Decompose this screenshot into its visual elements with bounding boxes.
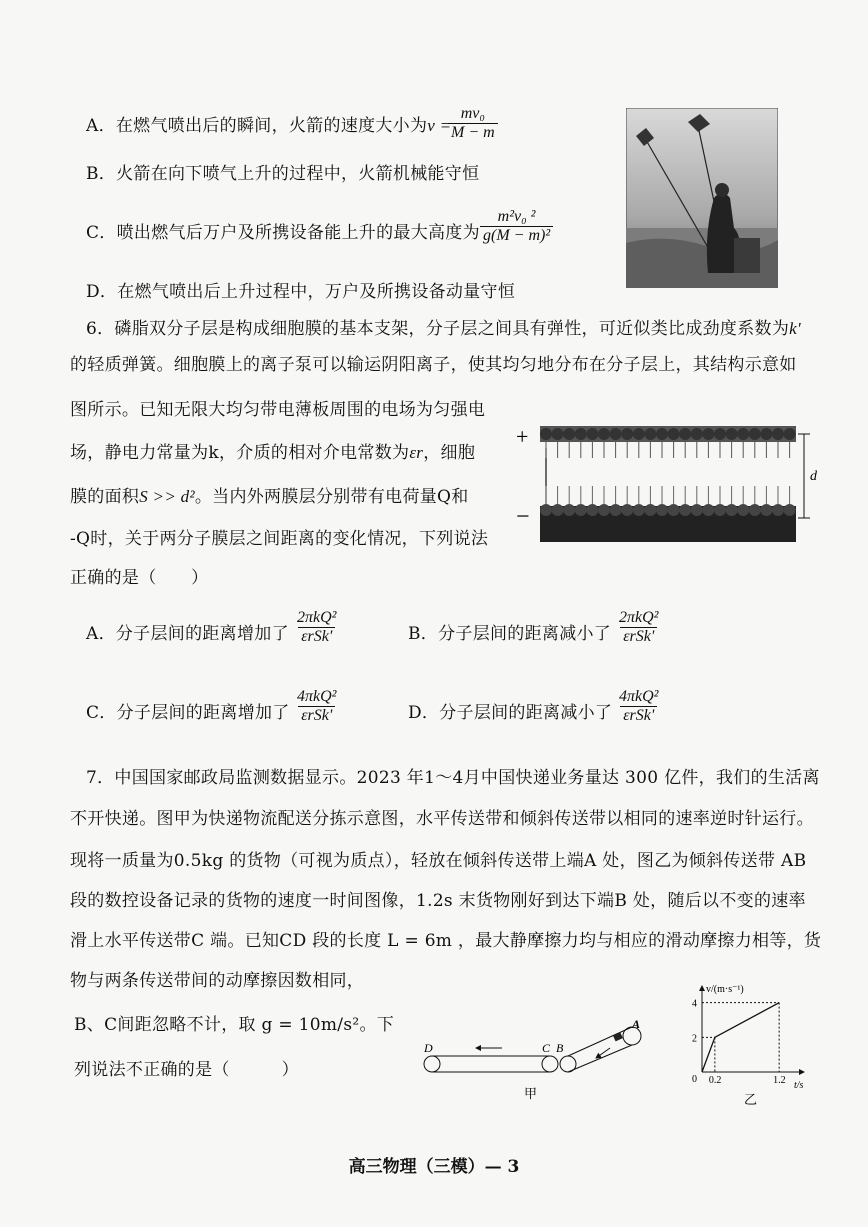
lipid-head <box>668 428 680 440</box>
fraction-denominator: M − m <box>448 123 498 142</box>
q6-option-a[interactable]: A．分子层间的距离增加了 <box>86 624 289 644</box>
q6-line4-var: εr <box>409 443 424 462</box>
page-footer: 高三物理（三模）— 3 <box>348 1157 520 1177</box>
q6-line1 <box>86 316 801 342</box>
q6-line5-end: 。当内外两膜层分别带有电荷量Q和 <box>194 487 469 507</box>
q6-option-b[interactable]: B．分子层间的距离减小了 <box>408 624 612 644</box>
q7-line8: 列说法不正确的是（ ） <box>74 1060 299 1080</box>
q6-line4-end: ，细胞 <box>423 443 476 463</box>
lipid-head <box>644 504 656 516</box>
q6-option-c[interactable]: C．分子层间的距离增加了 <box>86 703 290 723</box>
lipid-head <box>679 428 691 440</box>
lipid-head <box>644 428 656 440</box>
q5-option-d[interactable]: D．在燃气喷出后上升过程中，万户及所携设备动量守恒 <box>86 282 516 302</box>
fig-jia-caption: 甲 <box>524 1086 538 1101</box>
velocity-line <box>702 1003 779 1072</box>
q5-option-a-var: v = <box>427 116 452 135</box>
lipid-head <box>656 504 668 516</box>
lipid-head <box>610 428 622 440</box>
pulley-c <box>542 1056 558 1072</box>
lipid-head <box>714 428 726 440</box>
x-tick-label-1.2: 1.2 <box>773 1075 786 1086</box>
lipid-head <box>586 428 598 440</box>
q7-line5: 滑上水平传送带C 端。已知CD 段的长度 L = 6m ，最大静摩擦力均与相应的滑动摩擦力相等，货 <box>70 931 822 951</box>
q5-option-c[interactable]: C．喷出燃气后万户及所携设备能上升的最大高度为 <box>86 223 480 243</box>
q5-option-a[interactable] <box>86 113 451 139</box>
lipid-head <box>760 504 772 516</box>
lipid-head <box>772 504 784 516</box>
fraction-numerator: m²v₀ ² <box>497 208 536 225</box>
fraction-numerator: 4πkQ² <box>619 688 659 705</box>
q6-line1-var: k' <box>789 319 801 338</box>
q6-option-b-fraction <box>616 609 661 646</box>
lipid-head <box>540 504 552 516</box>
fraction-numerator: mv₀ <box>460 105 485 122</box>
fraction-numerator: 2πkQ² <box>297 609 337 626</box>
lipid-head <box>679 504 691 516</box>
lipid-head <box>691 428 703 440</box>
lipid-head <box>702 504 714 516</box>
q7-line6: 物与两条传送带间的动摩擦因数相同， <box>70 971 365 991</box>
lipid-head <box>621 504 633 516</box>
x-axis-label: t/s <box>794 1080 804 1091</box>
q7-line4: 段的数控设备记录的货物的速度一时间图像，1.2s 末货物刚好到达下端B 处，随后以不变的速率 <box>70 891 806 911</box>
q6-option-d-fraction <box>616 688 661 725</box>
q6-line5-var: S >> d² <box>139 487 195 506</box>
lipid-head <box>772 428 784 440</box>
lipid-head <box>784 428 796 440</box>
lipid-head <box>598 504 610 516</box>
q6-line3: 图所示。已知无限大均匀带电薄板周围的电场为匀强电 <box>70 400 486 420</box>
q6-line4 <box>70 440 475 466</box>
q6-line6: -Q时，关于两分子膜层之间距离的变化情况，下列说法 <box>70 529 489 549</box>
q6-line5-text: 膜的面积 <box>70 487 140 507</box>
lipid-head <box>586 504 598 516</box>
lipid-head <box>726 428 738 440</box>
lipid-head <box>610 504 622 516</box>
lipid-head <box>737 428 749 440</box>
conveyor-diagram <box>410 1012 650 1102</box>
q5-option-a-fraction <box>448 105 498 142</box>
origin-label: 0 <box>692 1074 697 1085</box>
q6-line7: 正确的是（ ） <box>70 568 209 588</box>
label-d: D <box>424 1041 433 1055</box>
lipid-head <box>749 428 761 440</box>
q6-option-a-fraction <box>294 609 339 646</box>
lipid-head <box>563 428 575 440</box>
lipid-head <box>737 504 749 516</box>
lipid-head <box>784 504 796 516</box>
fig-yi-caption: 乙 <box>744 1092 758 1107</box>
lower-layer <box>540 486 796 542</box>
fraction-numerator: 4πkQ² <box>297 688 337 705</box>
label-b: B <box>556 1041 564 1055</box>
label-a: A <box>632 1017 641 1031</box>
q5-option-a-text: A．在燃气喷出后的瞬间，火箭的速度大小为 <box>86 116 428 136</box>
wanhu-rocket-photo <box>626 108 778 288</box>
q7-line2: 不开快递。图甲为快递物流配送分拣示意图，水平传送带和倾斜传送带以相同的速率逆时针运行。 <box>70 809 814 829</box>
q5-option-b[interactable]: B．火箭在向下喷气上升的过程中，火箭机械能守恒 <box>86 164 480 184</box>
plus-sign: + <box>516 424 529 449</box>
lipid-head <box>552 504 564 516</box>
q5-option-c-fraction <box>480 208 553 245</box>
q7-line7: B、C间距忽略不计，取 g = 10m/s²。下 <box>74 1015 395 1035</box>
velocity-time-chart <box>682 980 814 1108</box>
lipid-head <box>691 504 703 516</box>
q6-line4-text: 场，静电力常量为k，介质的相对介电常数为 <box>70 443 410 463</box>
lipid-head <box>633 428 645 440</box>
q7-line3: 现将一质量为0.5kg 的货物（可视为质点），轻放在倾斜传送带上端A 处，图乙为倾斜传送带 AB <box>70 851 807 871</box>
lipid-head <box>656 428 668 440</box>
fraction-denominator: εrSk' <box>298 706 335 725</box>
q6-line1-text: 6．磷脂双分子层是构成细胞膜的基本支架，分子层之间具有弹性，可近似类比成劲度系数为 <box>86 319 790 339</box>
y-tick-label-4: 4 <box>692 998 697 1010</box>
q6-line5 <box>70 484 469 510</box>
fraction-numerator: 2πkQ² <box>619 609 659 626</box>
lipid-head <box>702 428 714 440</box>
lipid-head <box>563 504 575 516</box>
upper-layer <box>540 426 796 458</box>
lipid-head <box>598 428 610 440</box>
q6-option-d[interactable]: D．分子层间的距离减小了 <box>408 703 613 723</box>
lipid-head <box>633 504 645 516</box>
fraction-denominator: εrSk' <box>620 706 657 725</box>
q7-line1: 7．中国国家邮政局监测数据显示。2023 年1～4月中国快递业务量达 300 亿件，我们的生活离 <box>86 768 820 788</box>
pulley-d <box>424 1056 440 1072</box>
label-c: C <box>542 1041 551 1055</box>
lipid-head <box>714 504 726 516</box>
lipid-head <box>552 428 564 440</box>
x-tick-label-0.2: 0.2 <box>708 1075 722 1086</box>
y-axis-label: v/(m·s⁻¹) <box>706 984 744 995</box>
lipid-head <box>575 504 587 516</box>
lipid-head <box>726 504 738 516</box>
d-label: d <box>810 469 817 484</box>
minus-sign: − <box>516 504 530 530</box>
lipid-head <box>540 428 552 440</box>
fraction-denominator: g(M − m)² <box>480 226 553 245</box>
lipid-head <box>760 428 772 440</box>
fraction-denominator: εrSk' <box>620 627 657 646</box>
q6-line2: 的轻质弹簧。细胞膜上的离子泵可以输运阴阳离子，使其均匀地分布在分子层上，其结构示意如 <box>70 355 797 375</box>
y-tick-label-2: 2 <box>692 1033 697 1045</box>
q6-option-c-fraction <box>294 688 339 725</box>
membrane-diagram <box>510 418 830 550</box>
lipid-head <box>749 504 761 516</box>
fraction-denominator: εrSk' <box>298 627 335 646</box>
lipid-head <box>621 428 633 440</box>
cargo-box <box>613 1033 623 1042</box>
lipid-head <box>668 504 680 516</box>
lipid-head <box>575 428 587 440</box>
